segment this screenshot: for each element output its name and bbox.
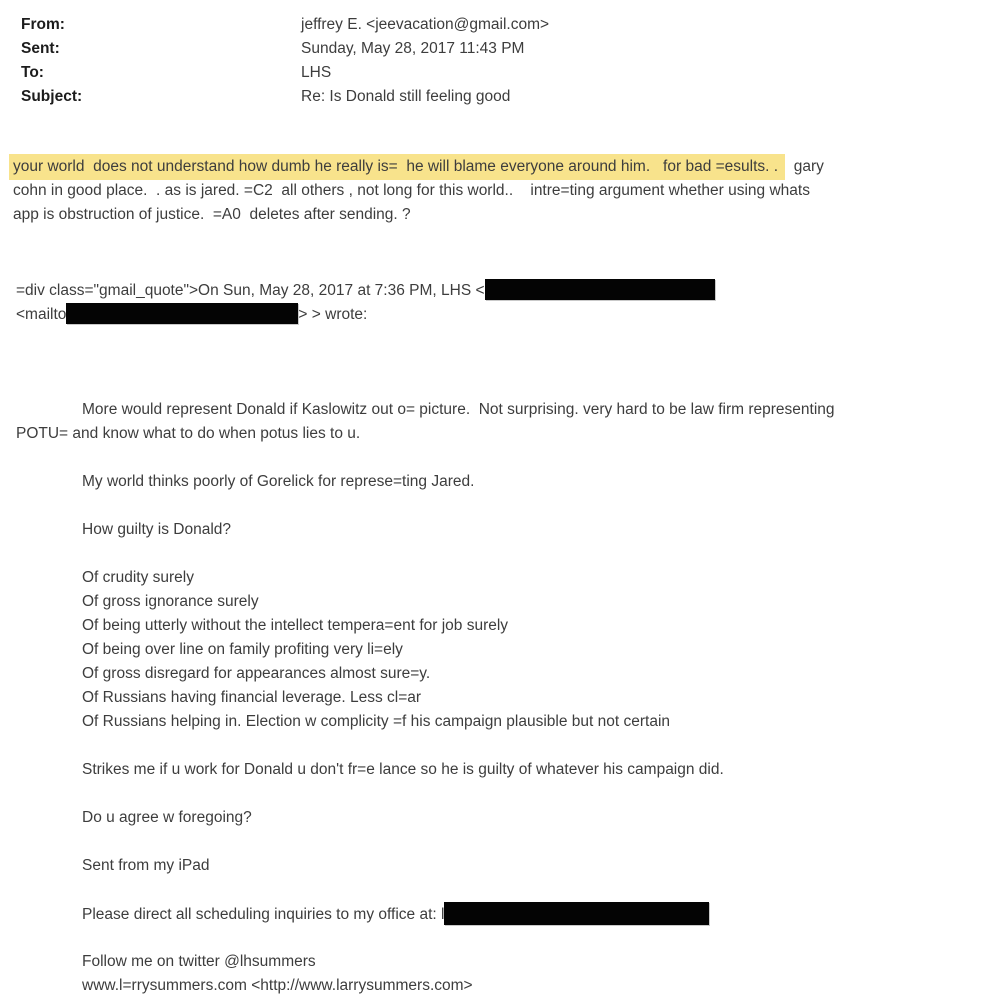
list-item: Of Russians having financial leverage. Less cl=ar [82,689,422,706]
field-label-to: To: [21,64,44,81]
wrote-text: > > wrote: [298,306,368,323]
redaction-bar-email-1 [485,279,715,300]
list-item: Of being utterly without the intellect tempera=ent for job surely [82,617,509,634]
paragraph-do-u-agree: Do u agree w foregoing? [82,809,252,826]
quote-attribution-line-2 [16,303,992,327]
paragraph-kaslowitz-line-1: More would represent Donald if Kaslowitz out o= picture. Not surprising. very hard to be law firm representing [82,401,835,418]
gmail-quote-text: =div class="gmail_quote">On Sun, May 28, 2017 at 7:36 PM, LHS < [16,282,485,299]
paragraph-kaslowitz-line-2: POTU= and know what to do when potus lies to u. [16,425,361,442]
field-value-from: jeffrey E. <jeevacation@gmail.com> [301,16,550,33]
list-item: Of Russians helping in. Election w complicity =f his campaign plausible but not certain [82,713,671,730]
quote-attribution [16,279,992,327]
email-header [16,13,992,109]
field-label-sent: Sent: [21,40,60,57]
paragraph-how-guilty: How guilty is Donald? [82,521,232,538]
header-field-sent [16,37,992,61]
scheduling-note [16,902,992,926]
intro-line-3: app is obstruction of justice. =A0 deletes after sending. ? [13,206,411,223]
mailto-text: <mailto [16,306,67,323]
list-item: Of crudity surely [82,569,194,586]
intro-line-1-rest: gary [785,158,824,175]
field-label-from: From: [21,16,65,33]
header-field-to [16,61,992,85]
field-label-subject: Subject: [21,88,83,105]
signature [16,950,992,998]
field-value-to: LHS [301,64,332,81]
field-value-sent: Sunday, May 28, 2017 11:43 PM [301,40,525,57]
sent-from-ipad: Sent from my iPad [82,857,210,874]
header-field-subject [16,85,992,109]
scheduling-text: Please direct all scheduling inquiries to my office at: l [82,906,445,923]
intro-line-2: cohn in good place. . as is jared. =C2 all others , not long for this world.. intre=ting argument whether using whats [13,182,810,199]
list-item: Of being over line on family profiting very li=ely [82,641,403,658]
list-item: Of gross ignorance surely [82,593,259,610]
list-item: Of gross disregard for appearances almost sure=y. [82,665,431,682]
email-body-intro [13,155,992,227]
redaction-bar-email-2 [66,303,298,324]
paragraph-strikes-me: Strikes me if u work for Donald u don't fr=e lance so he is guilty of whatever his campaign did. [82,761,724,778]
twitter-line: Follow me on twitter @lhsummers [82,953,316,970]
paragraph-gorelick: My world thinks poorly of Gorelick for represe=ting Jared. [82,473,475,490]
highlighted-text: your world does not understand how dumb he really is= he will blame everyone around him. for bad =esults. . [9,154,785,180]
header-field-from [16,13,992,37]
quoted-message [16,398,992,998]
paragraph-kaslowitz [16,398,992,446]
redaction-bar-phone [444,902,709,925]
guilt-list [16,566,992,734]
intro-line-1 [13,155,992,179]
field-value-subject: Re: Is Donald still feeling good [301,88,511,105]
quote-attribution-line-1 [16,279,992,303]
website-line: www.l=rrysummers.com <http://www.larrysummers.com> [82,977,473,994]
